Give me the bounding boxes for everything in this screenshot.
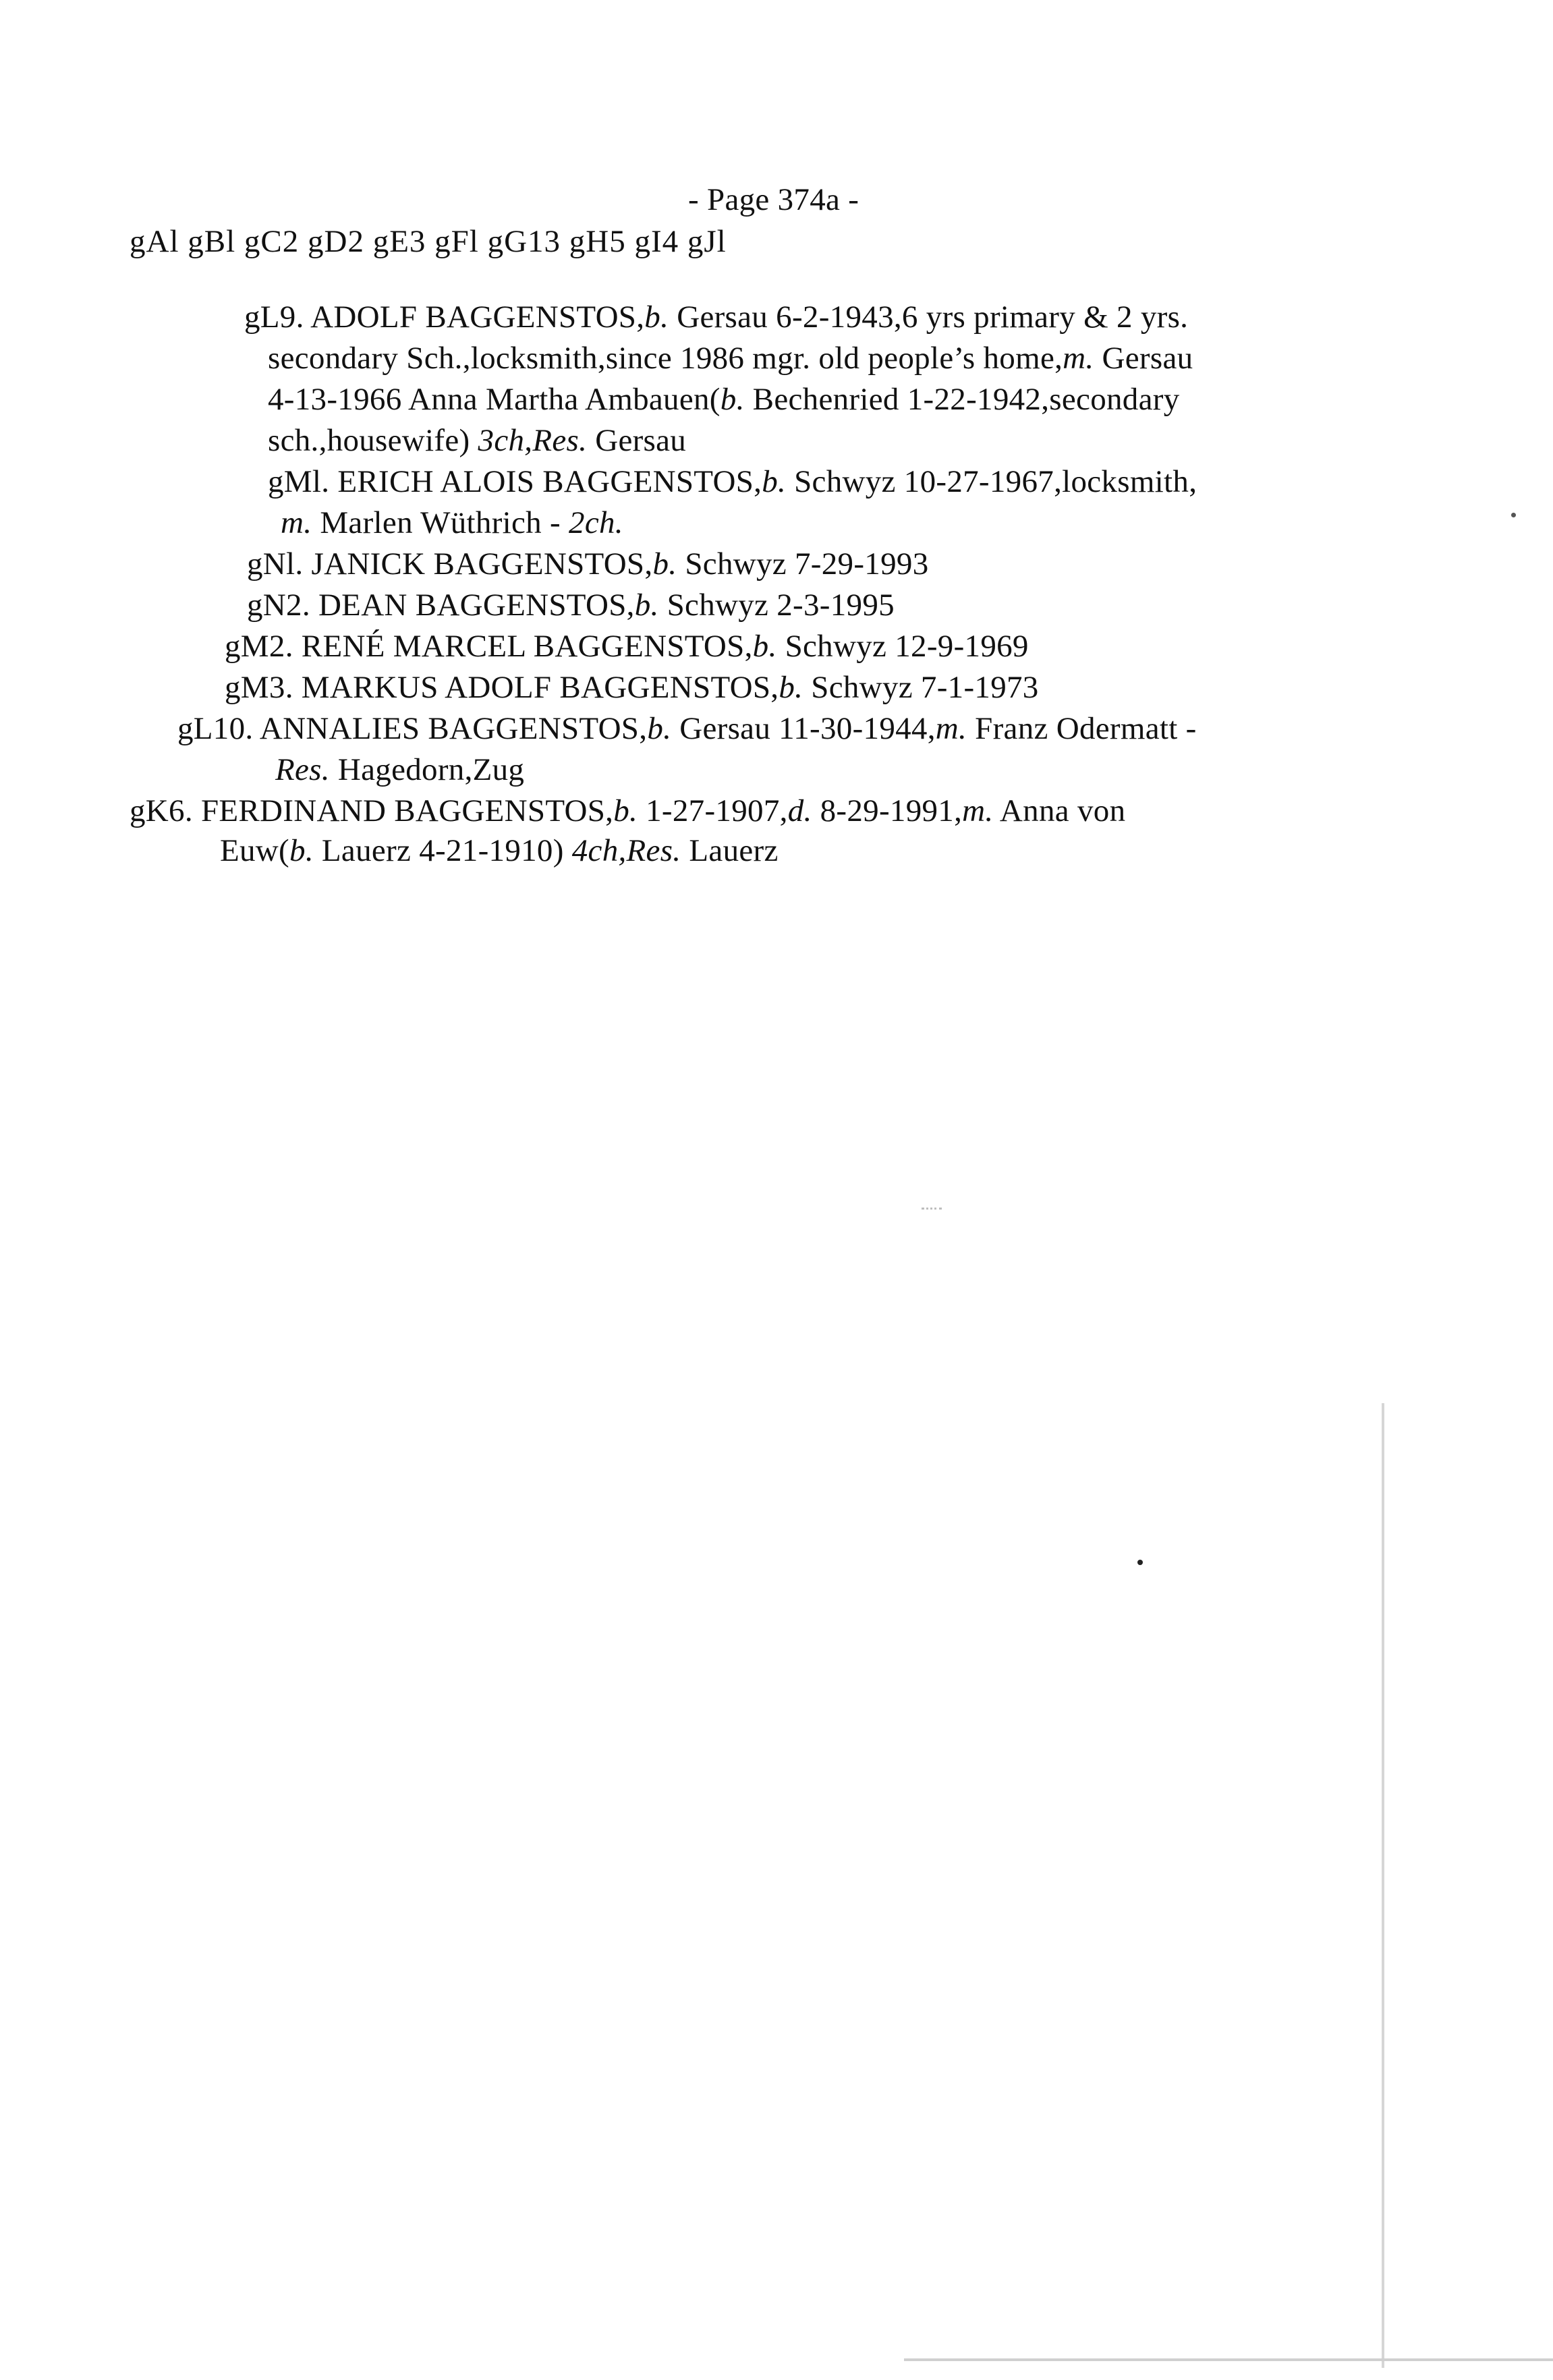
scan-speck-dotted bbox=[922, 1208, 942, 1212]
entry-line-gm1: gMl. ERICH ALOIS BAGGENSTOS,b. Schwyz 10-27-1967,locksmith, bbox=[268, 464, 1197, 499]
scan-edge-line-right bbox=[1382, 1403, 1384, 2368]
entry-line-gl10: gL10. ANNALIES BAGGENSTOS,b. Gersau 11-30-1944,m. Franz Odermatt - bbox=[177, 711, 1197, 746]
entry-line-gn2: gN2. DEAN BAGGENSTOS,b. Schwyz 2-3-1995 bbox=[247, 588, 895, 623]
scan-edge-line-bottom bbox=[904, 2358, 1553, 2361]
entry-line-gm1-cont: m. Marlen Wüthrich - 2ch. bbox=[281, 505, 623, 540]
page-number: - Page 374a - bbox=[688, 182, 859, 217]
entry-line-gl9-cont-2: 4-13-1966 Anna Martha Ambauen(b. Bechenried 1-22-1942,secondary bbox=[268, 382, 1180, 417]
entry-line-gn1: gNl. JANICK BAGGENSTOS,b. Schwyz 7-29-1993 bbox=[247, 546, 929, 582]
entry-line-gk6-cont: Euw(b. Lauerz 4-21-1910) 4ch,Res. Lauerz bbox=[220, 833, 779, 868]
scan-speck-dot bbox=[1511, 513, 1516, 517]
entry-line-gl9: gL9. ADOLF BAGGENSTOS,b. Gersau 6-2-1943,6 yrs primary & 2 yrs. bbox=[244, 300, 1189, 335]
entry-line-gk6: gK6. FERDINAND BAGGENSTOS,b. 1-27-1907,d. 8-29-1991,m. Anna von bbox=[130, 793, 1126, 828]
entry-line-gl9-cont-1: secondary Sch.,locksmith,since 1986 mgr. old people’s home,m. Gersau bbox=[268, 341, 1193, 376]
entry-line-gm2: gM2. RENÉ MARCEL BAGGENSTOS,b. Schwyz 12-9-1969 bbox=[225, 629, 1029, 664]
entry-line-gm3: gM3. MARKUS ADOLF BAGGENSTOS,b. Schwyz 7-1-1973 bbox=[225, 670, 1039, 705]
scan-speck-dot-lower bbox=[1137, 1560, 1143, 1565]
entry-line-gl9-cont-3: sch.,housewife) 3ch,Res. Gersau bbox=[268, 423, 687, 458]
entry-line-gl10-cont: Res. Hagedorn,Zug bbox=[275, 752, 525, 787]
generation-header: gAl gBl gC2 gD2 gE3 gFl gG13 gH5 gI4 gJl bbox=[130, 224, 727, 259]
